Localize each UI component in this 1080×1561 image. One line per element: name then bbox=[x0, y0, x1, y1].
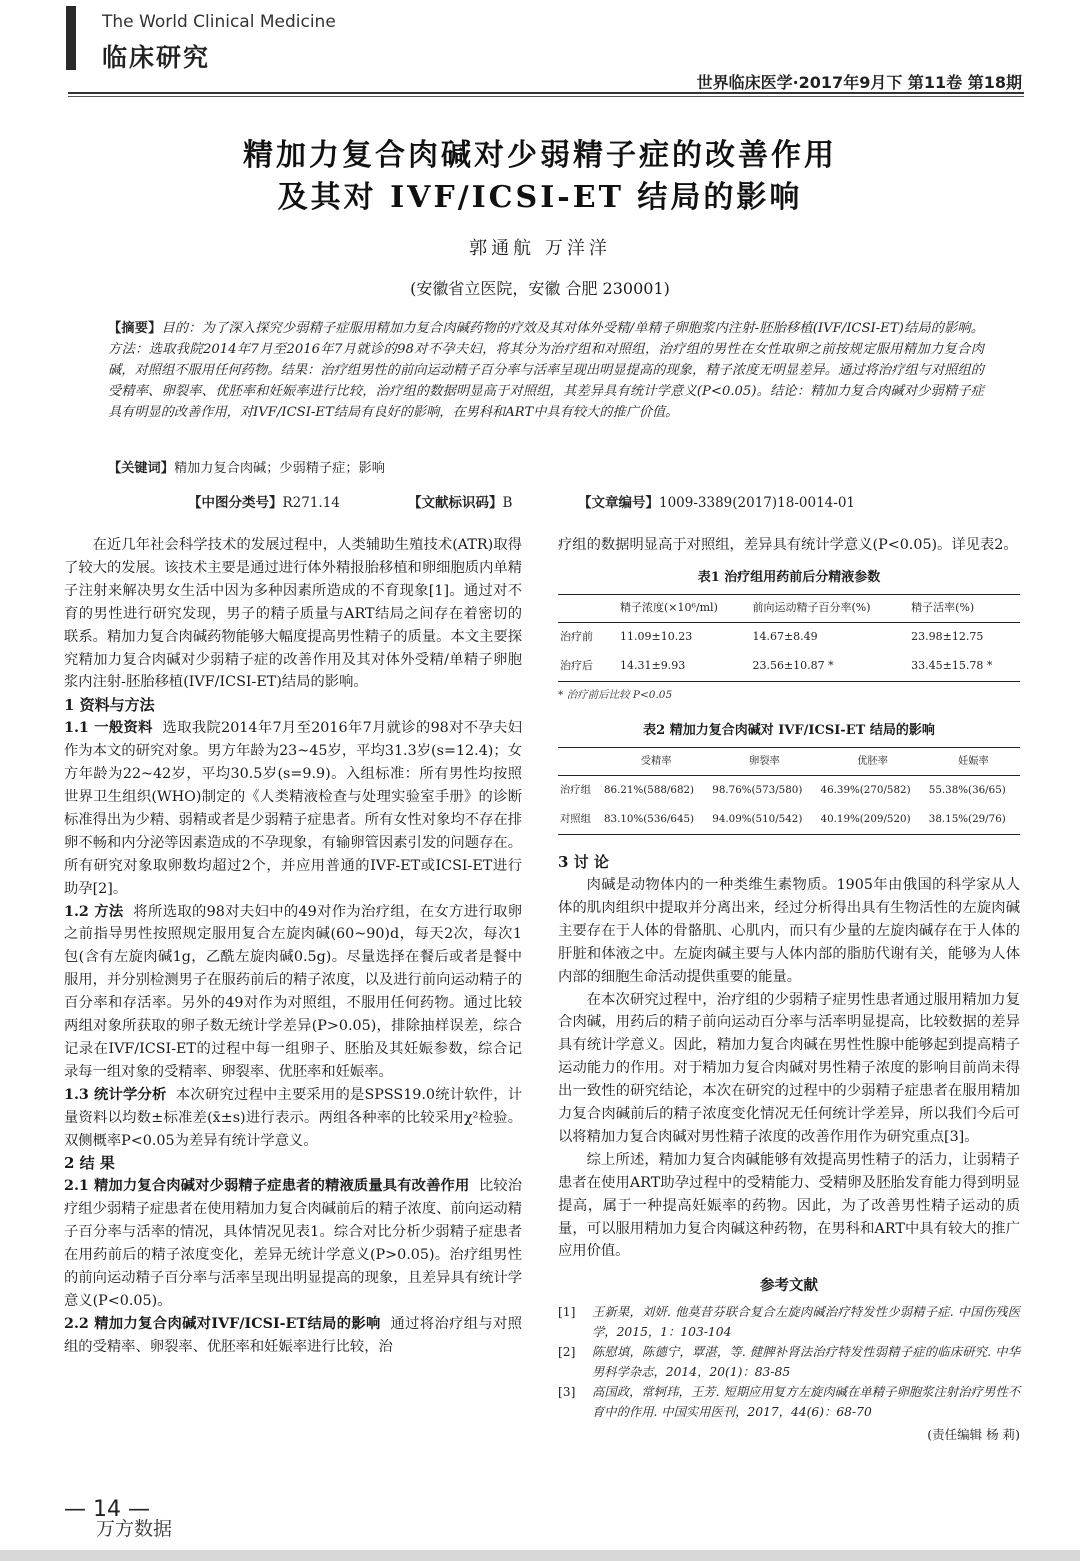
table-1-header-row bbox=[558, 594, 1020, 622]
table-cell: 98.76%(573/580) bbox=[712, 784, 803, 797]
section-name: 临床研究 bbox=[102, 43, 211, 72]
table-2 bbox=[558, 747, 1020, 835]
table-2-header: 受精率 bbox=[602, 748, 710, 776]
reference-text: 高国政，常轲玮，王芳. 短期应用复方左旋肉碱在单精子卵胞浆注射治疗男性不育中的作用. 中国实用医刊，2017，44(6)：68-70 bbox=[592, 1385, 1020, 1420]
issue-info: 世界临床医学·2017年9月下 第11卷 第18期 bbox=[696, 73, 1022, 92]
discussion-paragraph-1: 肉碱是动物体内的一种类维生素物质。1905年由俄国的科学家从人体的肌肉组织中提取并分离出来，经过分析得出具有生物活性的左旋肉碱主要存在于人体的骨骼肌、心肌内，而只有少量的左旋肉碱存在于人体的肝脏和体液之中。左旋肉碱主要与人体内部的脂肪代谢有关，能够为人体内部的细胞生命活动提供重要的能量。 bbox=[558, 876, 1020, 985]
table-1-header bbox=[558, 594, 618, 622]
reference-number: [1] bbox=[558, 1305, 576, 1320]
section-1-1-title: 1.1 一般资料 bbox=[64, 720, 153, 737]
table-2-header bbox=[558, 748, 602, 776]
results-continuation: 疗组的数据明显高于对照组，差异具有统计学意义(P<0.05)。详见表2。 bbox=[558, 537, 1018, 553]
responsible-editor: (责任编辑 杨 莉) bbox=[927, 1427, 1020, 1443]
table-1-header: 精子浓度(×10⁶/ml) bbox=[618, 594, 750, 622]
reference-item bbox=[558, 1382, 1020, 1422]
reference-text: 王新果，刘妍. 他莫昔芬联合复合左旋肉碱治疗特发性少弱精子症. 中国伤残医学，2015，1：103-104 bbox=[592, 1305, 1020, 1340]
doc-code-value: B bbox=[502, 495, 513, 511]
table-cell: 86.21%(588/682) bbox=[604, 784, 695, 797]
article-number-label: 【文章编号】 bbox=[578, 495, 659, 511]
table-2-header: 优胚率 bbox=[819, 748, 927, 776]
discussion-paragraph-3: 综上所述，精加力复合肉碱能够有效提高男性精子的活力，让弱精子患者在使用ART助孕过程中的受精能力、受精卵及胚胎发育能力得到明显提高，属于一种提高妊娠率的药物。因此，为了改善男性精子运动的质量，可以服用精加力复合肉碱这种药物，在男科和ART中具有较大的推广应用价值。 bbox=[558, 1151, 1020, 1260]
affiliation: (安徽省立医院，安徽 合肥 230001) bbox=[410, 279, 670, 298]
right-column bbox=[558, 534, 1020, 1447]
table-cell: 23.56±10.87 * bbox=[750, 652, 909, 681]
clc-value: R271.14 bbox=[282, 495, 340, 511]
reference-number: [3] bbox=[558, 1385, 576, 1400]
table-cell: 14.67±8.49 bbox=[752, 629, 818, 643]
clc-label: 【中图分类号】 bbox=[188, 495, 283, 511]
table-cell: 55.38%(36/65) bbox=[928, 784, 1006, 797]
section-2-1-text: 比较治疗组少弱精子症患者在使用精加力复合肉碱前后的精子浓度、前向运动精子百分率与活率的情况，具体情况见表1。综合对比分析少弱精子症患者在用药前后的精子浓度变化，差异无统计学意义(P>0.05)。治疗组男性的前向运动精子百分率与活率呈现出明显提高的现象，且差异具有统计学意义(P<0.05)。 bbox=[64, 1178, 523, 1309]
table-cell: 33.45±15.78 * bbox=[909, 652, 1020, 681]
header-side-bar bbox=[66, 6, 76, 70]
table-1-header: 精子活率(%) bbox=[909, 594, 1020, 622]
table-row bbox=[558, 652, 1020, 681]
section-1-1-text: 选取我院2014年7月至2016年7月就诊的98对不孕夫妇作为本文的研究对象。男方年龄为23~45岁，平均31.3岁(s=12.4)；女方年龄为22~42岁，平均30.5岁(s=9.9)。入组标准：所有男性均按照世界卫生组织(WHO)制定的《人类精液检查与处理实验室手册》的诊断标准得出为少精、弱精或者是少弱精子症患者。所有女性对象均不存在排卵不畅和内分泌等因素造成的不孕现象，有输卵管因素引发的问题存在。所有研究对象取卵数均超过2个，并应用普通的IVF-ET或ICSI-ET进行助孕[2]。 bbox=[64, 720, 522, 897]
table-2-header: 卵裂率 bbox=[710, 748, 818, 776]
section-1-2-title: 1.2 方法 bbox=[64, 903, 124, 920]
keywords bbox=[108, 458, 984, 479]
reference-item bbox=[558, 1302, 1020, 1342]
article-title-line-1: 精加力复合肉碱对少弱精子症的改善作用 bbox=[243, 138, 837, 173]
table-cell: 治疗组 bbox=[560, 784, 591, 797]
journal-english-name: The World Clinical Medicine bbox=[102, 12, 336, 32]
section-1-2 bbox=[64, 901, 522, 1084]
page-number: — 14 — bbox=[64, 1497, 150, 1522]
table-cell: 40.19%(209/520) bbox=[819, 805, 927, 834]
intro-paragraph: 在近几年社会科学技术的发展过程中，人类辅助生殖技术(ATR)取得了较大的发展。该技术主要是通过进行体外精报胎移植和卵细胞质内单精子注射来解决男女生活中因为多种因素所造成的不育现象[1]。通过对不育的男性进行研究发现，男子的精子质量与ART结局之间存在着密切的联系。精加力复合肉碱药物能够大幅度提高男性精子的质量。本文主要探究精加力复合肉碱对少弱精子症的改善作用及其对体外受精/单精子卵胞浆内注射-胚胎移植(IVF/ICSI-ET)结局的影响。 bbox=[64, 537, 522, 691]
table-2-header: 妊娠率 bbox=[927, 748, 1020, 776]
section-1-2-text: 将所选取的98对夫妇中的49对作为治疗组，在女方进行取卵之前指导男性按照规定服用复合左旋肉碱(60~90)d，每天2次，每次1包(含有左旋肉碱1g，乙酰左旋肉碱0.5g)。尽量选择在餐后或者是餐中服用，并分别检测男子在服药前后的精子浓度，以及进行前向运动精子的百分率和存活率。另外的49对作为对照组，不服用任何药物。通过比较两组对象所获取的卵子数无统计学差异(P>0.05)，排除抽样误差，综合记录在IVF/ICSI-ET的过程中每一组卵子、胚胎及其妊娠参数，综合记录每一组对象的受精率、卵裂率、优胚率和妊娠率。 bbox=[64, 903, 522, 1080]
table-1 bbox=[558, 594, 1020, 682]
table-2-header-row bbox=[558, 748, 1020, 776]
header-rule bbox=[68, 92, 1024, 94]
section-2-2-text: 通过将治疗组与对照组的受精率、卵裂率、优胚率和妊娠率进行比较，治 bbox=[64, 1315, 522, 1355]
header-rule-thin bbox=[68, 96, 1024, 97]
database-watermark: 万方数据 bbox=[96, 1518, 173, 1540]
section-1-1 bbox=[64, 717, 522, 900]
table-cell: 94.09%(510/542) bbox=[710, 805, 818, 834]
table-cell: 83.10%(536/645) bbox=[602, 805, 710, 834]
abstract-label: 【摘要】 bbox=[108, 321, 162, 336]
section-2-2-title: 2.2 精加力复合肉碱对IVF/ICSI-ET结局的影响 bbox=[64, 1315, 381, 1332]
discussion-paragraph-2: 在本次研究过程中，治疗组的少弱精子症男性患者通过服用精加力复合肉碱，用药后的精子前向运动百分率与活率明显提高，比较数据的差异具有统计学意义。因此，精加力复合肉碱在男性性腺中能够起到提高精子运动能力的作用。对于精加力复合肉碱对男性精子浓度的影响目前尚未得出一致性的研究结论，本次在研究的过程中的少弱精子症患者在服用精加力复合肉碱前后的精子浓度变化情况无任何统计学差异，所以我们今后可以将精加力复合肉碱对男性精子浓度的改善作用作为研究重点[3]。 bbox=[558, 991, 1020, 1145]
abstract-text: 目的：为了深入探究少弱精子症服用精加力复合肉碱药物的疗效及其对体外受精/单精子卵胞浆内注射-胚胎移植(IVF/ICSI-ET)结局的影响。方法：选取我院2014年7月至2016年7月就诊的98对不孕夫妇，将其分为治疗组和对照组，治疗组的男性在女性取卵之前按规定服用精加力复合肉碱，对照组不服用任何药物。结果：治疗组男性的前向运动精子百分率与活率呈现出明显提高的现象，精子浓度无明显差异。通过将治疗组与对照组的受精率、卵裂率、优胚率和妊娠率进行比较，治疗组的数据明显高于对照组，其差异具有统计学意义(P<0.05)。结论：精加力复合肉碱对少弱精子症具有明显的改善作用，对IVF/ICSI-ET结局有良好的影响，在男科和ART中具有较大的推广价值。 bbox=[108, 321, 984, 420]
article-number bbox=[578, 491, 855, 511]
table-1-header: 前向运动精子百分率(%) bbox=[750, 594, 909, 622]
section-2-2 bbox=[64, 1313, 522, 1359]
authors: 郭通航 万洋洋 bbox=[469, 238, 611, 259]
table-1-caption: 表1 治疗组用药前后分精液参数 bbox=[697, 569, 881, 585]
section-2-1-title: 2.1 精加力复合肉碱对少弱精子症患者的精液质量具有改善作用 bbox=[64, 1178, 470, 1195]
section-1-3-title: 1.3 统计学分析 bbox=[64, 1086, 167, 1103]
reference-text: 陈慰填，陈德宁，覃湛，等. 健脾补肾法治疗特发性弱精子症的临床研究. 中华男科学杂志，2014，20(1)：83-85 bbox=[592, 1345, 1020, 1380]
article-title-line-2: 及其对 IVF/ICSI-ET 结局的影响 bbox=[277, 180, 803, 215]
table-row bbox=[558, 805, 1020, 834]
doc-code-label: 【文献标识码】 bbox=[408, 495, 503, 511]
table-cell: 38.15%(29/76) bbox=[927, 805, 1020, 834]
table-row bbox=[558, 622, 1020, 651]
table-cell: 治疗后 bbox=[558, 652, 618, 681]
keywords-text: 精加力复合肉碱；少弱精子症；影响 bbox=[173, 461, 385, 476]
table-2-caption: 表2 精加力复合肉碱对 IVF/ICSI-ET 结局的影响 bbox=[643, 723, 935, 739]
table-row bbox=[558, 776, 1020, 805]
section-1-heading: 1 资料与方法 bbox=[64, 696, 155, 715]
section-1-3 bbox=[64, 1084, 522, 1153]
keywords-label: 【关键词】 bbox=[108, 461, 174, 476]
scan-bottom-band bbox=[0, 1550, 1080, 1561]
article-number-value: 1009-3389(2017)18-0014-01 bbox=[659, 495, 856, 511]
table-cell: 46.39%(270/582) bbox=[820, 784, 911, 797]
section-2-heading: 2 结 果 bbox=[64, 1154, 115, 1173]
section-2-1 bbox=[64, 1175, 522, 1312]
table-1-note: * 治疗前后比较 P<0.05 bbox=[558, 688, 673, 701]
doc-code bbox=[408, 491, 512, 511]
reference-number: [2] bbox=[558, 1345, 576, 1360]
clc-number bbox=[188, 491, 340, 511]
references-heading: 参考文献 bbox=[760, 1277, 818, 1295]
reference-item bbox=[558, 1342, 1020, 1382]
table-cell: 对照组 bbox=[558, 805, 602, 834]
left-column bbox=[64, 534, 522, 1359]
table-cell: 23.98±12.75 bbox=[911, 629, 984, 643]
section-1-3-text: 本次研究过程中主要采用的是SPSS19.0统计软件，计量资料以均数±标准差(x̄±s)进行表示。两组各种率的比较采用χ²检验。双侧概率P<0.05为差异有统计学意义。 bbox=[64, 1086, 522, 1149]
abstract bbox=[108, 318, 984, 423]
section-3-heading: 3 讨 论 bbox=[558, 853, 609, 872]
table-cell: 14.31±9.93 bbox=[618, 652, 750, 681]
table-cell: 治疗前 bbox=[560, 629, 593, 643]
table-cell: 11.09±10.23 bbox=[620, 629, 693, 643]
